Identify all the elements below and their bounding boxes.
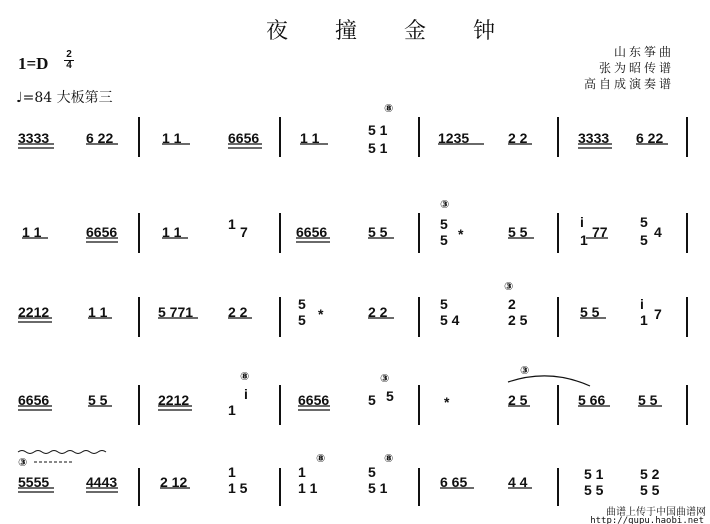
note-group: 5 <box>440 216 448 232</box>
note-group: 2 2 <box>368 304 388 320</box>
note-group: 5 <box>386 388 394 404</box>
fingering-mark: ⑧ <box>316 453 326 465</box>
note-group: 5 1 <box>368 122 388 138</box>
key-signature: 1=D <box>18 54 49 73</box>
note-group: 2 2 <box>508 130 528 146</box>
time-signature-bottom: 4 <box>64 60 74 71</box>
fingering-mark: ③ <box>18 457 28 469</box>
note-group: * <box>444 394 450 410</box>
watermark-url: http://qupu.haobi.net <box>590 516 704 524</box>
note-group: 5 1 <box>584 466 604 482</box>
note-group: 4 4 <box>508 474 528 490</box>
note-group: 5 5 <box>640 482 660 498</box>
fingering-mark: ⑧ <box>384 103 394 115</box>
note-group: 3333 <box>18 130 50 146</box>
note-group: 5 771 <box>158 304 194 320</box>
note-group: 2 2 <box>228 304 248 320</box>
fingering-mark: ⑧ <box>384 453 394 465</box>
note-group: 2 5 <box>508 392 528 408</box>
note-group: 5 2 <box>640 466 660 482</box>
note-group: 6656 <box>86 224 118 240</box>
note-group: 1235 <box>438 130 470 146</box>
note-group: 1 1 <box>162 130 182 146</box>
note-group: 5 5 <box>580 304 600 320</box>
note-group: 6656 <box>18 392 50 408</box>
note-group: 5 <box>298 296 306 312</box>
note-group: 5 5 <box>88 392 108 408</box>
piece-title: 夜 撞 金 钟 <box>266 19 515 44</box>
note-group: 6656 <box>298 392 330 408</box>
note-group: 1 <box>298 464 306 480</box>
note-group: 1 5 <box>228 480 248 496</box>
note-group: 2212 <box>18 304 50 320</box>
note-group: 77 <box>592 224 608 240</box>
credit-performer: 高自成演奏谱 <box>583 77 674 91</box>
note-group: 5 5 <box>368 224 388 240</box>
fingering-mark: ③ <box>440 199 450 211</box>
note-group: 5 5 <box>508 224 528 240</box>
note-group: 5 1 <box>368 480 388 496</box>
note-group: 7 <box>654 306 662 322</box>
tempo-marking: ♩=84 大板第三 <box>16 90 113 106</box>
note-group: 1 1 <box>300 130 320 146</box>
note-group: 1 <box>228 402 236 418</box>
note-group: 1 1 <box>22 224 42 240</box>
note-group: 5 4 <box>440 312 460 328</box>
note-group: 5 <box>640 232 648 248</box>
note-group: 5 5 <box>584 482 604 498</box>
note-group: 6656 <box>296 224 328 240</box>
watermark-site: 曲谱上传于中国曲谱网 <box>606 507 706 518</box>
note-group: 5 <box>368 392 376 408</box>
note-group: 6 65 <box>440 474 468 490</box>
fingering-mark: ⑧ <box>240 371 250 383</box>
note-group: 1 <box>580 232 588 248</box>
note-group: 5 1 <box>368 140 388 156</box>
fingering-mark: ③ <box>504 281 514 293</box>
note-group: 4 <box>654 224 662 240</box>
note-group: 2 <box>508 296 516 312</box>
note-group: 4443 <box>86 474 118 490</box>
note-group: 2 5 <box>508 312 528 328</box>
fingering-mark: ③ <box>520 365 530 377</box>
time-signature-top: 2 <box>66 49 72 60</box>
note-group: 5 <box>298 312 306 328</box>
note-group: * <box>318 306 324 322</box>
note-group: i <box>640 296 644 312</box>
credit-transmitter: 张为昭传谱 <box>598 61 674 75</box>
credit-genre: 山东筝曲 <box>613 45 674 59</box>
note-group: 5 <box>440 296 448 312</box>
note-group: 1 <box>228 464 236 480</box>
note-group: 1 <box>640 312 648 328</box>
note-group: 5 <box>640 214 648 230</box>
note-group: 5 66 <box>578 392 606 408</box>
note-group: 2212 <box>158 392 190 408</box>
note-group: 1 1 <box>162 224 182 240</box>
note-group: 2 12 <box>160 474 188 490</box>
note-group: 5 <box>368 464 376 480</box>
note-group: 6 22 <box>636 130 664 146</box>
note-group: 5 5 <box>638 392 658 408</box>
note-group: 3333 <box>578 130 610 146</box>
note-group: 5 <box>440 232 448 248</box>
note-group: 1 1 <box>298 480 318 496</box>
note-group: 1 1 <box>88 304 108 320</box>
note-group: * <box>458 226 464 242</box>
note-group: 1 <box>228 216 236 232</box>
note-group: i <box>244 386 248 402</box>
fingering-mark: ③ <box>380 373 390 385</box>
note-group: i <box>580 214 584 230</box>
note-group: 6656 <box>228 130 260 146</box>
note-group: 5555 <box>18 474 50 490</box>
note-group: 7 <box>240 224 248 240</box>
note-group: 6 22 <box>86 130 114 146</box>
